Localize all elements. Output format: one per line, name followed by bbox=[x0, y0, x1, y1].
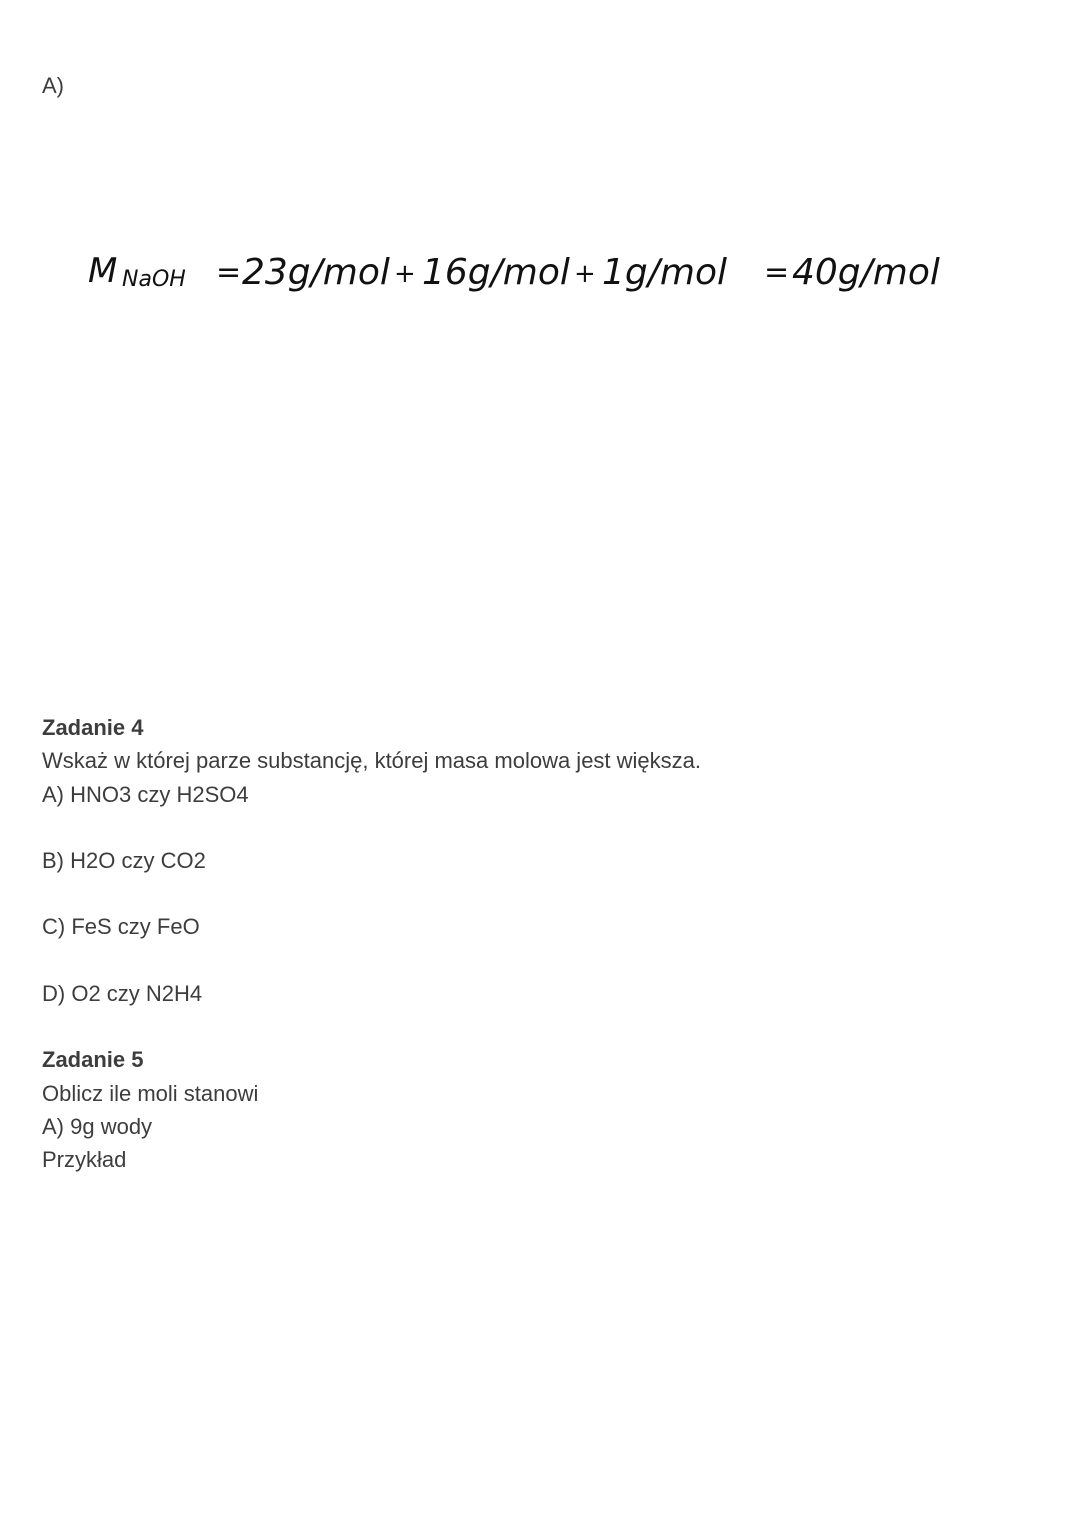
zadanie4-prompt: Wskaż w której parze substancję, której masa molowa jest większa. bbox=[42, 748, 702, 773]
zadanie5-heading: Zadanie 5 bbox=[42, 1047, 144, 1072]
zadanie4-option-a: A) HNO3 czy H2SO4 bbox=[42, 782, 249, 807]
hw-plus-1: + bbox=[394, 259, 416, 289]
zadanie4-option-d: D) O2 czy N2H4 bbox=[42, 981, 203, 1006]
zadanie4-option-c: C) FeS czy FeO bbox=[42, 914, 200, 939]
hw-equals-2: = bbox=[764, 255, 790, 290]
handwritten-formula-svg bbox=[88, 240, 988, 320]
answer-label-a: A) bbox=[42, 73, 64, 98]
hw-term-1: 23g/mol bbox=[242, 252, 390, 293]
hw-result: 40g/mol bbox=[792, 252, 940, 293]
zadanie4-heading: Zadanie 4 bbox=[42, 715, 144, 740]
hw-equals-1: = bbox=[216, 255, 242, 290]
hw-compound-subscript: NaOH bbox=[122, 267, 186, 292]
zadanie4-option-b: B) H2O czy CO2 bbox=[42, 848, 206, 873]
hw-term-2: 16g/mol bbox=[422, 252, 570, 293]
zadanie5-example-label: Przykład bbox=[42, 1147, 127, 1172]
zadanie5-option-a: A) 9g wody bbox=[42, 1114, 153, 1139]
hw-term-3: 1g/mol bbox=[602, 252, 727, 293]
hw-molar-symbol: M bbox=[88, 251, 118, 291]
zadanie5-prompt: Oblicz ile moli stanowi bbox=[42, 1081, 259, 1106]
hw-plus-2: + bbox=[574, 259, 596, 289]
handwritten-formula bbox=[88, 240, 988, 320]
